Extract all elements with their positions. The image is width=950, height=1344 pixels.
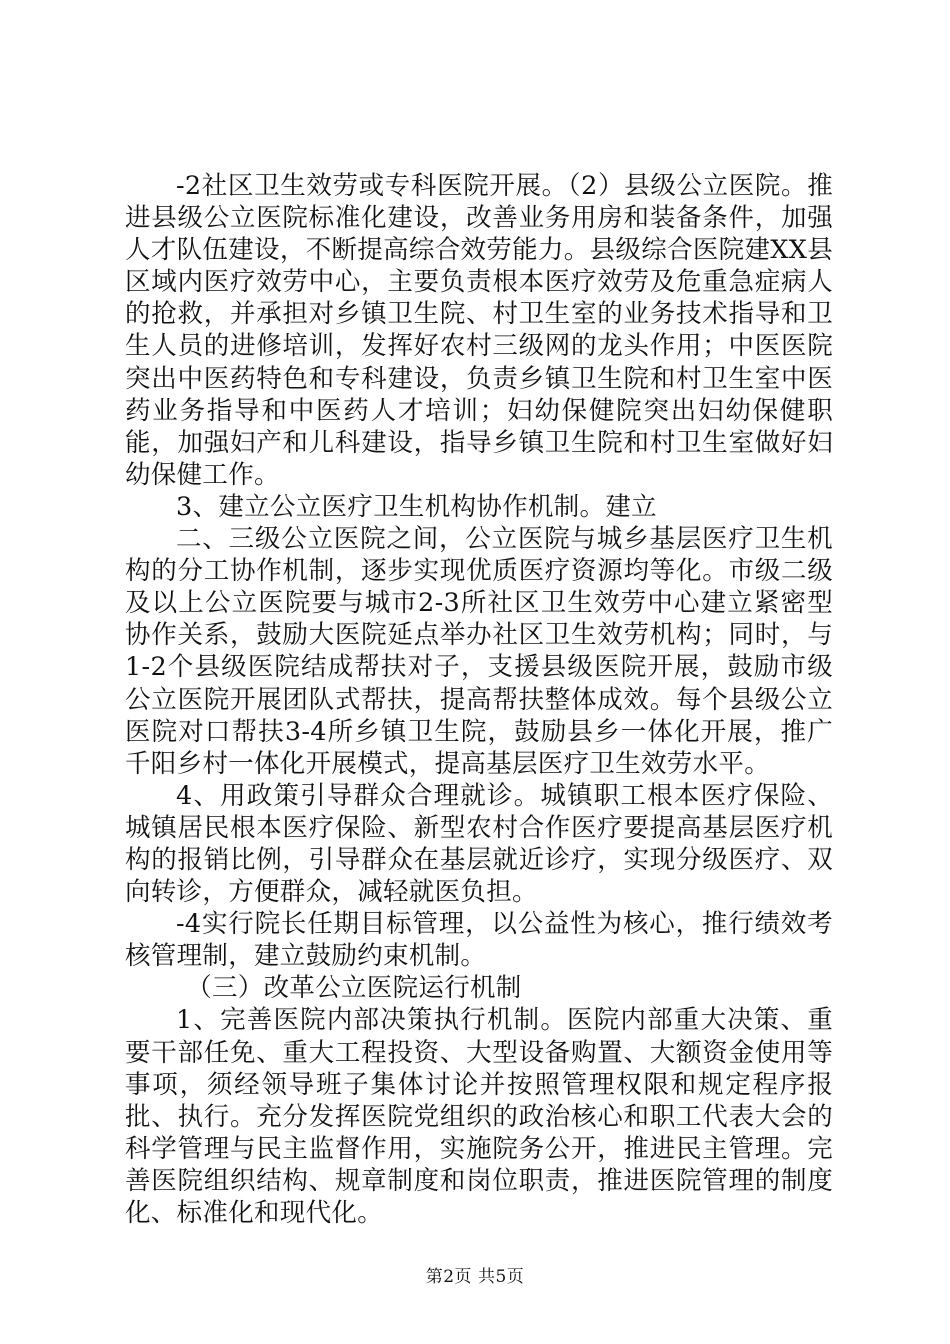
paragraph-cooperation-heading: 3、建立公立医疗卫生机构协作机制。建立 bbox=[176, 491, 657, 522]
paragraph-internal-decision: 1、完善医院内部决策执行机制。医院内部重大决策、重要干部任免、重大工程投资、大型设备购置、大额资金使用等事项，须经领导班子集体讨论并按照管理权限和规定程序报批、执行。充分发挥医院党组织的政治核心和职工代表大会的科学管理与民主监督作用，实施院务公开，推进民主管理。完善医院组织结构、规章制度和岗位职责，推进医院管理的制度化、标准化和现代化。 bbox=[125, 1005, 833, 1228]
paragraph-director-term: -4实行院长任期目标管理，以公益性为核心，推行绩效考核管理制，建立鼓励约束机制。 bbox=[125, 909, 833, 972]
paragraph-policy-guidance: 4、用政策引导群众合理就诊。城镇职工根本医疗保险、城镇居民根本医疗保险、新型农村合作医疗要提高基层医疗机构的报销比例，引导群众在基层就近诊疗，实现分级医疗、双向转诊，方便群众，减轻就医负担。 bbox=[125, 780, 833, 908]
paragraph-cooperation-mechanism: 二、三级公立医院之间，公立医院与城乡基层医疗卫生机构的分工协作机制，逐步实现优质医疗资源均等化。市级二级及以上公立医院要与城市2-3所社区卫生效劳中心建立紧密型协作关系，鼓励大医院延点举办社区卫生效劳机构；同时，与1-2个县级医院结成帮扶对子，支援县级医院开展，鼓励市级公立医院开展团队式帮扶，提高帮扶整体成效。每个县级公立医院对口帮扶3-4所乡镇卫生院，鼓励县乡一体化开展，推广千阳乡村一体化开展模式，提高基层医疗卫生效劳水平。 bbox=[125, 524, 833, 779]
document-body bbox=[125, 170, 833, 1229]
page-number-footer: 第2页 共5页 bbox=[425, 1267, 525, 1287]
section-heading-operation-mechanism: （三）改革公立医院运行机制 bbox=[186, 973, 522, 1004]
paragraph-county-hospitals: -2社区卫生效劳或专科医院开展。（2）县级公立医院。推进县级公立医院标准化建设，改善业务用房和装备条件，加强人才队伍建设，不断提高综合效劳能力。县级综合医院建XX县区域内医疗效劳中心，主要负责根本医疗效劳及危重急症病人的抢救，并承担对乡镇卫生院、村卫生室的业务技术指导和卫生人员的进修培训，发挥好农村三级网的龙头作用；中医医院突出中医药特色和专科建设，负责乡镇卫生院和村卫生室中医药业务指导和中医药人才培训；妇幼保健院突出妇幼保健职能，加强妇产和儿科建设，指导乡镇卫生院和村卫生室做好妇幼保健工作。 bbox=[125, 171, 833, 490]
